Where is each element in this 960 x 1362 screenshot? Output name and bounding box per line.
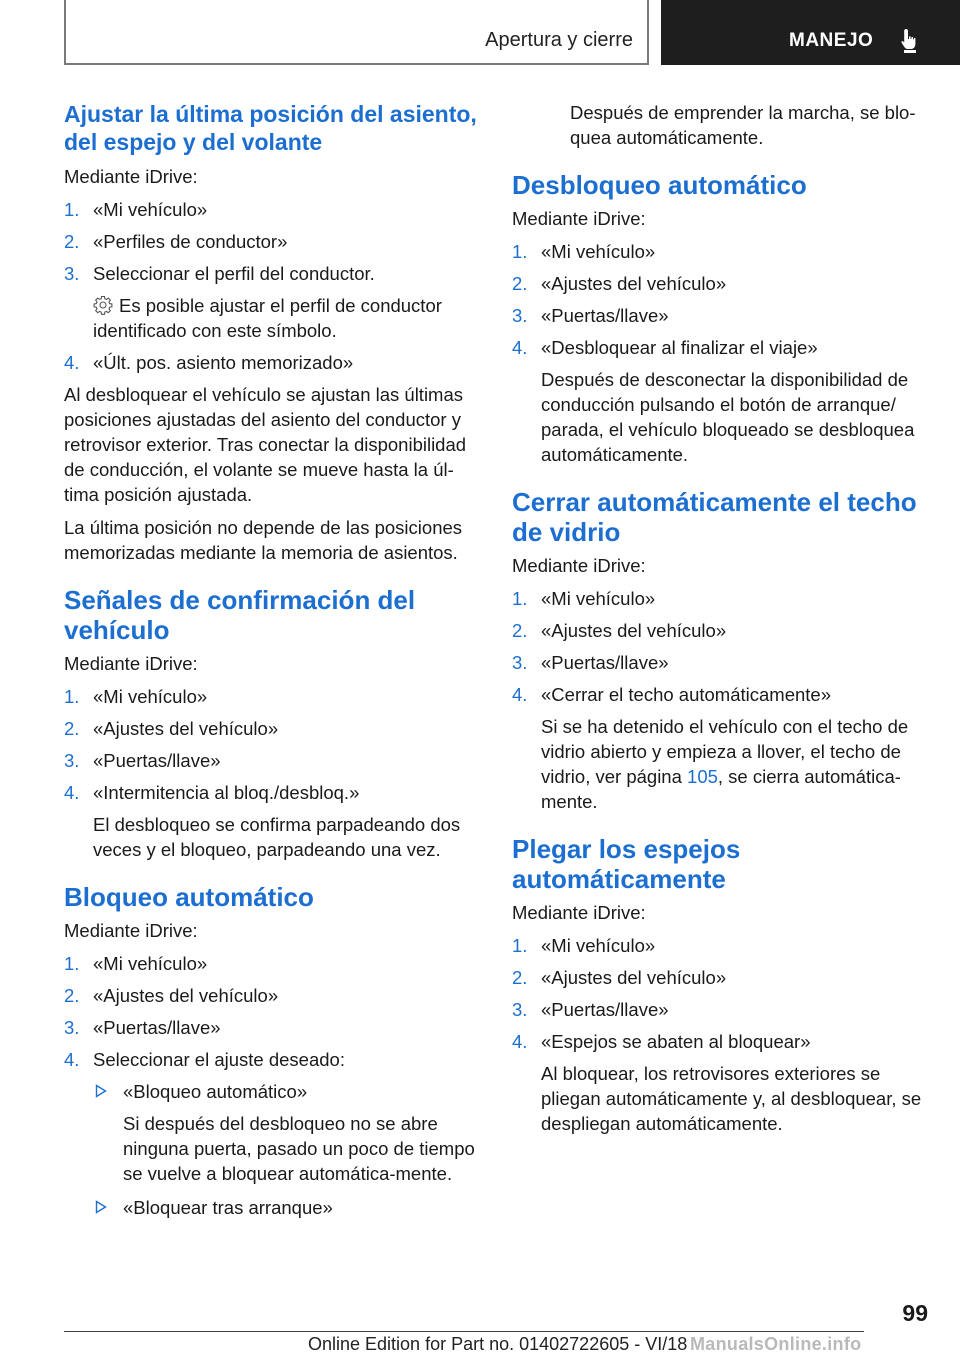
step-note-text: , se cierra automática-mente. [541, 766, 901, 812]
step-number: 1. [512, 935, 528, 956]
triangle-bullet-icon [95, 1200, 107, 1214]
left-column [64, 100, 480, 1229]
step-item [512, 271, 930, 296]
step-number: 1. [64, 199, 80, 220]
step-text: «Puertas/llave» [541, 652, 669, 673]
step-text: «Perfiles de conductor» [93, 231, 288, 252]
continued-text: Después de emprender la marcha, se blo-quea automáticamente. [570, 102, 916, 148]
step-note-text: Es posible ajustar el perfil de conductor identificado con este símbolo. [93, 295, 442, 341]
step-text: «Cerrar el techo automáticamente» [541, 684, 831, 705]
header-chapter-title: MANEJO [789, 30, 874, 51]
step-item [512, 650, 930, 675]
step-item [64, 197, 480, 222]
step-number: 2. [512, 620, 528, 641]
step-text: «Puertas/llave» [541, 305, 669, 326]
step-number: 1. [512, 241, 528, 262]
step-number: 2. [512, 967, 528, 988]
step-note: El desbloqueo se confirma parpadeando dos veces y el bloqueo, parpadeando una vez. [93, 814, 461, 860]
bullet-item [93, 1079, 480, 1186]
step-text: «Espejos se abaten al bloquear» [541, 1031, 811, 1052]
step-number: 3. [64, 263, 80, 284]
step-item [64, 951, 480, 976]
step-list [512, 586, 930, 814]
section-intro: Mediante iDrive: [64, 920, 198, 941]
step-number: 2. [512, 273, 528, 294]
step-item [512, 965, 930, 990]
step-list [64, 197, 480, 375]
step-item [64, 261, 480, 343]
step-text: Seleccionar el perfil del conductor. [93, 263, 375, 284]
step-item [512, 586, 930, 611]
right-column [512, 100, 930, 1143]
step-text: «Mi vehículo» [93, 686, 208, 707]
step-number: 3. [512, 652, 528, 673]
step-item [512, 239, 930, 264]
step-list [512, 933, 930, 1136]
step-list [512, 239, 930, 467]
section-intro: Mediante iDrive: [64, 166, 198, 187]
step-item [512, 618, 930, 643]
step-text: «Ajustes del vehículo» [541, 273, 727, 294]
footer-divider [64, 1331, 864, 1332]
step-item [512, 997, 930, 1022]
step-text: «Ajustes del vehículo» [541, 620, 727, 641]
step-number: 4. [64, 352, 80, 373]
section-title-close-glass-roof: Cerrar automáticamente el techo de vidrio [512, 487, 917, 547]
step-text: «Puertas/llave» [541, 999, 669, 1020]
step-text: «Mi vehículo» [541, 241, 656, 262]
page-number: 99 [902, 1300, 928, 1326]
hand-pointer-icon [897, 26, 925, 54]
step-number: 3. [512, 305, 528, 326]
step-list [64, 684, 480, 862]
section-title-fold-mirrors: Plegar los espejos automáticamente [512, 834, 741, 894]
step-item [64, 780, 480, 862]
bullet-item [93, 1195, 480, 1220]
section-intro: Mediante iDrive: [64, 653, 198, 674]
step-item [64, 1015, 480, 1040]
gear-icon [93, 295, 113, 315]
page-reference-link[interactable]: 105 [687, 766, 718, 787]
step-text: «Desbloquear al finalizar el viaje» [541, 337, 818, 358]
step-note: Al bloquear, los retrovisores exteriores se pliegan automáticamente y, al desbloquear, se despliegan automáticamente. [541, 1063, 922, 1134]
step-text: «Puertas/llave» [93, 1017, 221, 1038]
section-title-auto-lock: Bloqueo automático [64, 882, 314, 912]
step-number: 1. [64, 686, 80, 707]
step-item [512, 1029, 930, 1136]
step-item [64, 684, 480, 709]
step-number: 4. [64, 1049, 80, 1070]
step-number: 2. [64, 718, 80, 739]
step-text: «Mi vehículo» [93, 953, 208, 974]
section-intro: Mediante iDrive: [512, 902, 646, 923]
bullet-text: «Bloquear tras arranque» [123, 1197, 333, 1218]
step-text: «Ajustes del vehículo» [541, 967, 727, 988]
section-intro: Mediante iDrive: [512, 208, 646, 229]
step-text: «Mi vehículo» [541, 935, 656, 956]
footer-watermark: ManualsOnline.info [690, 1334, 862, 1354]
step-list [64, 951, 480, 1220]
bullet-list [93, 1079, 480, 1220]
step-item [64, 229, 480, 254]
step-number: 4. [512, 1031, 528, 1052]
step-number: 1. [512, 588, 528, 609]
step-number: 4. [512, 337, 528, 358]
bullet-text: «Bloqueo automático» [123, 1081, 308, 1102]
step-number: 3. [512, 999, 528, 1020]
step-item [512, 682, 930, 814]
step-item [64, 1047, 480, 1220]
step-item [512, 303, 930, 328]
step-text: «Intermitencia al bloq./desbloq.» [93, 782, 360, 803]
header-section-box [64, 0, 649, 65]
section-intro: Mediante iDrive: [512, 555, 646, 576]
step-text: «Ajustes del vehículo» [93, 985, 279, 1006]
step-note-text: Si se ha detenido el vehículo con el techo de vidrio abierto y empieza a llover, el techo de vidrio, ver página [541, 716, 909, 787]
step-note: Después de desconectar la disponibilidad de conducción pulsando el botón de arranque/ parada, el vehículo bloqueado se desbloquea automáticamente. [541, 369, 915, 465]
step-number: 2. [64, 985, 80, 1006]
section-title-auto-unlock: Desbloqueo automático [512, 170, 807, 200]
triangle-bullet-icon [95, 1084, 107, 1098]
step-text: «Mi vehículo» [93, 199, 208, 220]
step-item [64, 716, 480, 741]
section-title-last-position: Ajustar la última posición del asiento, del espejo y del volante [64, 101, 477, 155]
step-number: 2. [64, 231, 80, 252]
header-section-title: Apertura y cierre [485, 29, 633, 51]
step-text: Seleccionar el ajuste deseado: [93, 1049, 345, 1070]
step-note [93, 293, 480, 343]
paragraph: La última posición no depende de las posiciones memorizadas mediante la memoria de asientos. [64, 517, 463, 563]
step-text: «Ajustes del vehículo» [93, 718, 279, 739]
step-item [512, 933, 930, 958]
section-title-confirmation-signals: Señales de confirmación del vehículo [64, 585, 416, 645]
step-number: 3. [64, 750, 80, 771]
bullet-note: Si después del desbloqueo no se abre ninguna puerta, pasado un poco de tiempo se vuelve a bloquear automática-mente. [123, 1113, 475, 1184]
step-number: 4. [64, 782, 80, 803]
step-number: 1. [64, 953, 80, 974]
step-number: 3. [64, 1017, 80, 1038]
step-item [64, 350, 480, 375]
step-note [541, 714, 930, 814]
step-text: «Puertas/llave» [93, 750, 221, 771]
step-item [64, 748, 480, 773]
step-text: «Mi vehículo» [541, 588, 656, 609]
step-item [64, 983, 480, 1008]
step-number: 4. [512, 684, 528, 705]
step-text: «Últ. pos. asiento memorizado» [93, 352, 354, 373]
footer-edition: Online Edition for Part no. 01402722605 - VI/18 [308, 1334, 688, 1354]
header-chapter-box [661, 0, 960, 65]
step-item [512, 335, 930, 467]
paragraph: Al desbloquear el vehículo se ajustan las últimas posiciones ajustadas del asiento del conductor y retrovisor exterior. Tras conectar la disponibilidad de conducción, el volante se mueve hasta la úl-tima posición ajustada. [64, 384, 467, 505]
